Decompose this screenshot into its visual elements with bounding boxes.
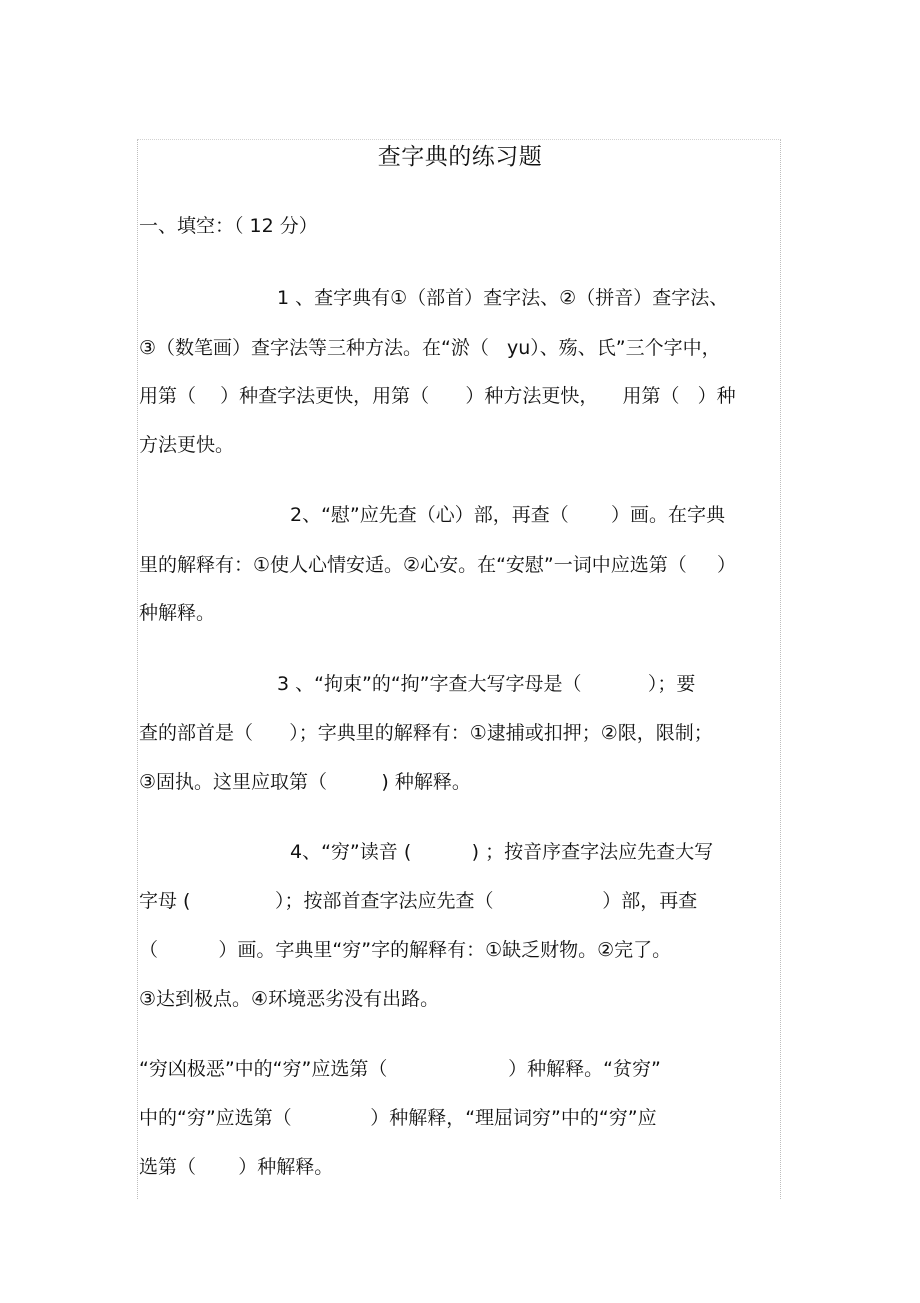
q1-line-3: 用第（ ）种查字法更快，用第（ ）种方法更快， 用第（ ）种 bbox=[139, 385, 736, 407]
q4-line-2: 字母 ( ）；按部首查字法应先查（ ）部，再查 bbox=[139, 890, 698, 912]
q1-line-4: 方法更快。 bbox=[139, 434, 235, 456]
q5-line-2: 中的“穷”应选第（ ）种解释，“理屈词穷”中的“穷”应 bbox=[139, 1107, 657, 1129]
q2-line-1: 2、“慰”应先查（心）部，再查（ ）画。在字典 bbox=[290, 504, 726, 526]
q4-line-3: （ ）画。字典里“穷”字的解释有：①缺乏财物。②完了。 bbox=[139, 939, 672, 961]
q2-line-2: 里的解释有：①使人心情安适。②心安。在“安慰”一词中应选第（ ） bbox=[139, 554, 736, 576]
q3-line-2: 查的部首是（ ）；字典里的解释有：①逮捕或扣押；②限，限制； bbox=[139, 722, 713, 744]
q5-line-1: “穷凶极恶”中的“穷”应选第（ ）种解释。“贫穷” bbox=[139, 1058, 661, 1080]
q3-line-1: 3 、“拘束”的“拘”字查大写字母是（ ）；要 bbox=[277, 673, 696, 695]
q1-line-2: ③（数笔画）查字法等三种方法。在“淤（ yu）、殇、氏”三个字中， bbox=[139, 337, 721, 359]
q1-line-1: 1 、查字典有①（部首）查字法、②（拼音）查字法、 bbox=[277, 287, 729, 309]
section-heading: 一、填空：（ 12 分） bbox=[139, 215, 318, 237]
q4-line-1: 4、“穷”读音 ( ) ；按音序查字法应先查大写 bbox=[290, 841, 714, 863]
q4-line-4: ③达到极点。④环境恶劣没有出路。 bbox=[139, 988, 440, 1010]
q2-line-3: 种解释。 bbox=[139, 602, 216, 624]
q5-line-3: 选第（ ）种解释。 bbox=[139, 1156, 334, 1178]
page-title: 查字典的练习题 bbox=[377, 144, 543, 170]
q3-line-3: ③固执。这里应取第（ ) 种解释。 bbox=[139, 771, 471, 793]
